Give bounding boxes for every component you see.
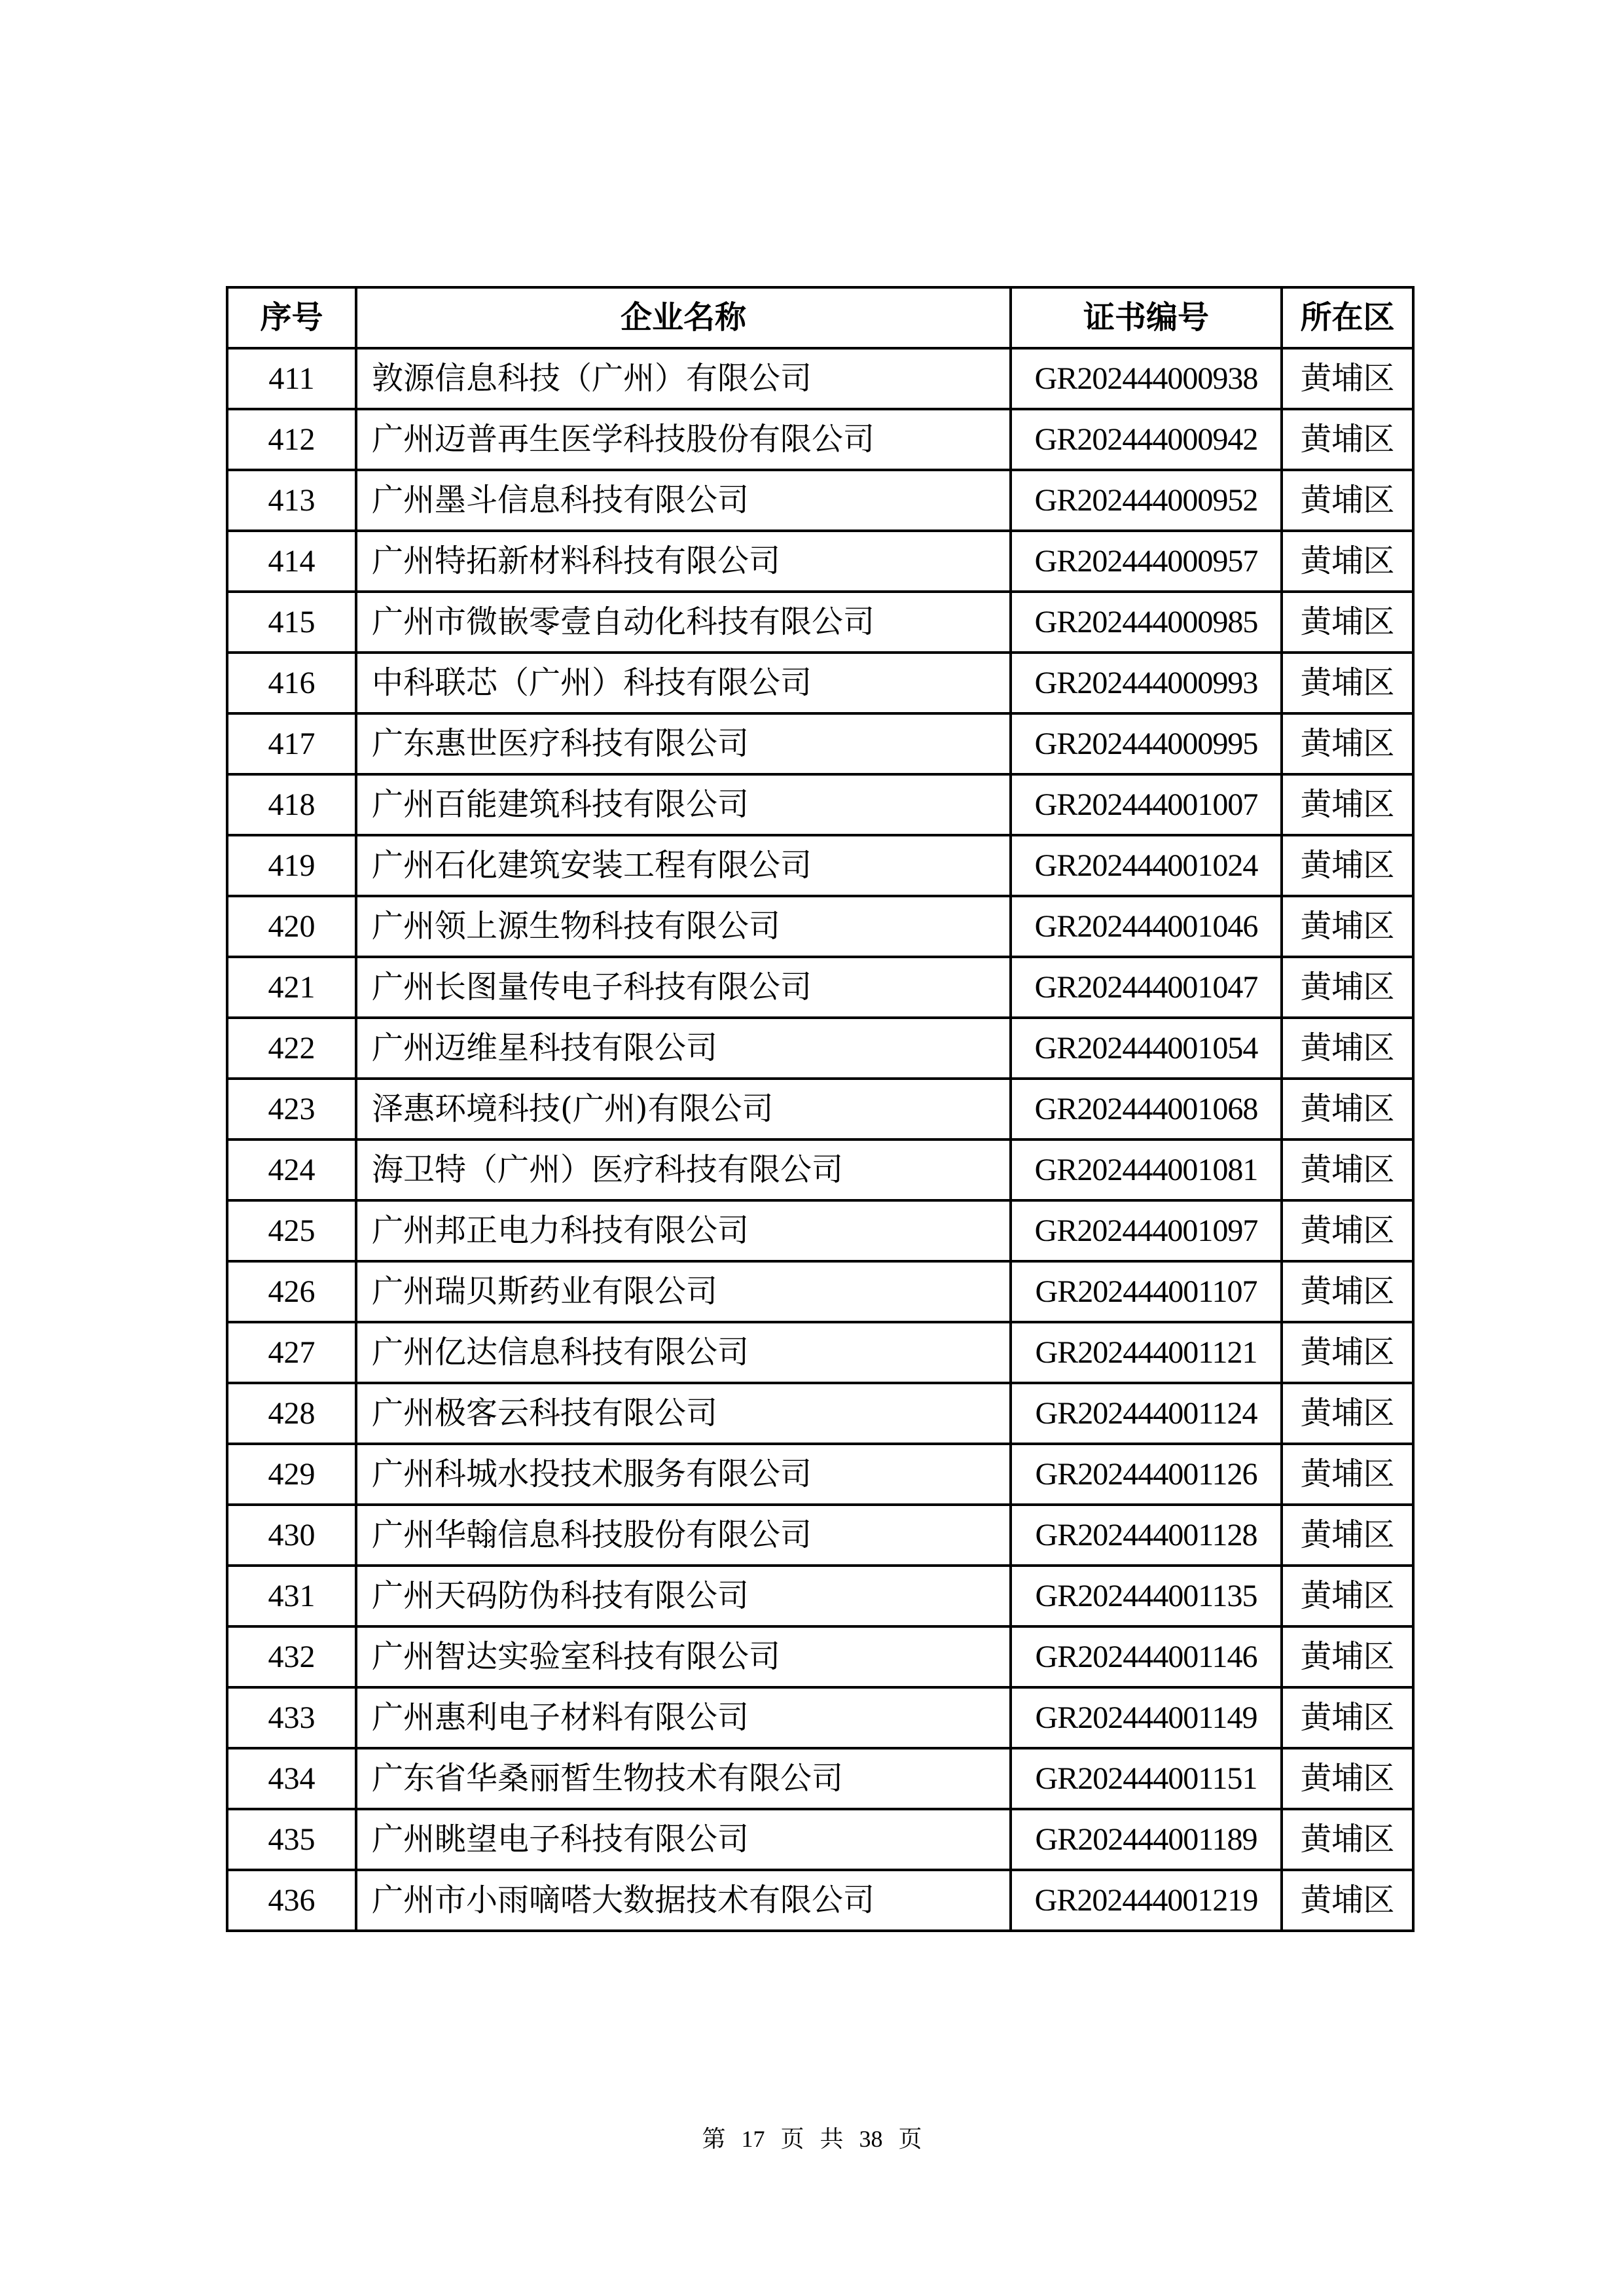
row-certificate-number: GR202444000995 xyxy=(1011,713,1282,774)
row-company-name: 广州惠利电子材料有限公司 xyxy=(356,1687,1011,1748)
row-certificate-number: GR202444001151 xyxy=(1011,1748,1282,1809)
row-district: 黄埔区 xyxy=(1282,713,1413,774)
row-certificate-number: GR202444000942 xyxy=(1011,409,1282,470)
row-company-name: 广州瑞贝斯药业有限公司 xyxy=(356,1261,1011,1322)
row-index: 436 xyxy=(227,1870,356,1931)
table-row xyxy=(227,1444,1413,1505)
row-index: 427 xyxy=(227,1322,356,1383)
table-row xyxy=(227,774,1413,835)
row-company-name: 海卫特（广州）医疗科技有限公司 xyxy=(356,1139,1011,1200)
row-company-name: 广州市微嵌零壹自动化科技有限公司 xyxy=(356,592,1011,653)
table-row xyxy=(227,957,1413,1018)
row-district: 黄埔区 xyxy=(1282,1139,1413,1200)
row-index: 416 xyxy=(227,653,356,713)
row-district: 黄埔区 xyxy=(1282,653,1413,713)
table-row xyxy=(227,1809,1413,1870)
header-index: 序号 xyxy=(227,287,356,348)
row-company-name: 敦源信息科技（广州）有限公司 xyxy=(356,348,1011,409)
row-company-name: 广州石化建筑安装工程有限公司 xyxy=(356,835,1011,896)
row-company-name: 广州百能建筑科技有限公司 xyxy=(356,774,1011,835)
row-index: 421 xyxy=(227,957,356,1018)
table-row xyxy=(227,713,1413,774)
row-index: 428 xyxy=(227,1383,356,1444)
company-certificate-table xyxy=(226,286,1415,1932)
table-row xyxy=(227,1748,1413,1809)
row-company-name: 广州智达实验室科技有限公司 xyxy=(356,1626,1011,1687)
row-certificate-number: GR202444001146 xyxy=(1011,1626,1282,1687)
row-company-name: 广东省华桑丽皙生物技术有限公司 xyxy=(356,1748,1011,1809)
footer-page-word: 页 xyxy=(780,2126,804,2152)
row-certificate-number: GR202444001107 xyxy=(1011,1261,1282,1322)
row-company-name: 广州迈普再生医学科技股份有限公司 xyxy=(356,409,1011,470)
table-row xyxy=(227,1261,1413,1322)
row-district: 黄埔区 xyxy=(1282,957,1413,1018)
row-company-name: 广州领上源生物科技有限公司 xyxy=(356,896,1011,957)
row-certificate-number: GR202444000985 xyxy=(1011,592,1282,653)
row-certificate-number: GR202444001124 xyxy=(1011,1383,1282,1444)
row-district: 黄埔区 xyxy=(1282,1018,1413,1079)
table-header-row xyxy=(227,287,1413,348)
row-certificate-number: GR202444001121 xyxy=(1011,1322,1282,1383)
row-certificate-number: GR202444001007 xyxy=(1011,774,1282,835)
table-row xyxy=(227,1079,1413,1139)
footer-total-pages: 38 xyxy=(859,2126,883,2152)
row-index: 426 xyxy=(227,1261,356,1322)
row-certificate-number: GR202444000957 xyxy=(1011,531,1282,592)
footer-prefix: 第 xyxy=(702,2126,726,2152)
row-certificate-number: GR202444001024 xyxy=(1011,835,1282,896)
row-company-name: 泽惠环境科技(广州)有限公司 xyxy=(356,1079,1011,1139)
row-certificate-number: GR202444000952 xyxy=(1011,470,1282,531)
footer-total-word: 共 xyxy=(820,2126,844,2152)
row-index: 434 xyxy=(227,1748,356,1809)
row-company-name: 中科联芯（广州）科技有限公司 xyxy=(356,653,1011,713)
row-certificate-number: GR202444001128 xyxy=(1011,1505,1282,1566)
row-certificate-number: GR202444001047 xyxy=(1011,957,1282,1018)
table-row xyxy=(227,531,1413,592)
row-district: 黄埔区 xyxy=(1282,409,1413,470)
table-row xyxy=(227,348,1413,409)
row-index: 411 xyxy=(227,348,356,409)
row-company-name: 广州极客云科技有限公司 xyxy=(356,1383,1011,1444)
row-company-name: 广州科城水投技术服务有限公司 xyxy=(356,1444,1011,1505)
row-district: 黄埔区 xyxy=(1282,1566,1413,1626)
row-index: 422 xyxy=(227,1018,356,1079)
row-index: 417 xyxy=(227,713,356,774)
table-row xyxy=(227,1687,1413,1748)
row-district: 黄埔区 xyxy=(1282,1079,1413,1139)
row-index: 432 xyxy=(227,1626,356,1687)
row-company-name: 广州眺望电子科技有限公司 xyxy=(356,1809,1011,1870)
row-index: 435 xyxy=(227,1809,356,1870)
table-row xyxy=(227,653,1413,713)
row-district: 黄埔区 xyxy=(1282,774,1413,835)
table-row xyxy=(227,409,1413,470)
row-district: 黄埔区 xyxy=(1282,470,1413,531)
table-row xyxy=(227,835,1413,896)
table-row xyxy=(227,1383,1413,1444)
table-row xyxy=(227,1200,1413,1261)
row-company-name: 广州特拓新材料科技有限公司 xyxy=(356,531,1011,592)
header-district: 所在区 xyxy=(1282,287,1413,348)
row-district: 黄埔区 xyxy=(1282,1626,1413,1687)
table-row xyxy=(227,470,1413,531)
row-company-name: 广州迈维星科技有限公司 xyxy=(356,1018,1011,1079)
row-company-name: 广州长图量传电子科技有限公司 xyxy=(356,957,1011,1018)
row-index: 424 xyxy=(227,1139,356,1200)
row-index: 423 xyxy=(227,1079,356,1139)
row-district: 黄埔区 xyxy=(1282,592,1413,653)
table-row xyxy=(227,1870,1413,1931)
page-footer xyxy=(0,2121,1624,2154)
row-company-name: 广州华翰信息科技股份有限公司 xyxy=(356,1505,1011,1566)
row-district: 黄埔区 xyxy=(1282,896,1413,957)
row-certificate-number: GR202444001046 xyxy=(1011,896,1282,957)
row-district: 黄埔区 xyxy=(1282,1444,1413,1505)
table-body xyxy=(227,348,1413,1931)
row-district: 黄埔区 xyxy=(1282,348,1413,409)
table-row xyxy=(227,592,1413,653)
row-district: 黄埔区 xyxy=(1282,531,1413,592)
row-company-name: 广州亿达信息科技有限公司 xyxy=(356,1322,1011,1383)
header-certificate-number: 证书编号 xyxy=(1011,287,1282,348)
row-certificate-number: GR202444000993 xyxy=(1011,653,1282,713)
row-certificate-number: GR202444001189 xyxy=(1011,1809,1282,1870)
row-index: 412 xyxy=(227,409,356,470)
row-certificate-number: GR202444001097 xyxy=(1011,1200,1282,1261)
row-district: 黄埔区 xyxy=(1282,1870,1413,1931)
row-district: 黄埔区 xyxy=(1282,1383,1413,1444)
row-index: 419 xyxy=(227,835,356,896)
row-certificate-number: GR202444001081 xyxy=(1011,1139,1282,1200)
footer-suffix: 页 xyxy=(898,2126,922,2152)
row-index: 413 xyxy=(227,470,356,531)
row-certificate-number: GR202444001135 xyxy=(1011,1566,1282,1626)
row-index: 414 xyxy=(227,531,356,592)
row-certificate-number: GR202444001149 xyxy=(1011,1687,1282,1748)
row-district: 黄埔区 xyxy=(1282,1748,1413,1809)
table-row xyxy=(227,1505,1413,1566)
row-index: 431 xyxy=(227,1566,356,1626)
table-row xyxy=(227,1018,1413,1079)
row-district: 黄埔区 xyxy=(1282,1322,1413,1383)
row-company-name: 广州市小雨嘀嗒大数据技术有限公司 xyxy=(356,1870,1011,1931)
row-district: 黄埔区 xyxy=(1282,835,1413,896)
table-row xyxy=(227,1322,1413,1383)
table-row xyxy=(227,1566,1413,1626)
table-row xyxy=(227,896,1413,957)
row-company-name: 广州邦正电力科技有限公司 xyxy=(356,1200,1011,1261)
row-district: 黄埔区 xyxy=(1282,1505,1413,1566)
row-certificate-number: GR202444001068 xyxy=(1011,1079,1282,1139)
row-index: 415 xyxy=(227,592,356,653)
row-index: 420 xyxy=(227,896,356,957)
row-certificate-number: GR202444001054 xyxy=(1011,1018,1282,1079)
row-index: 433 xyxy=(227,1687,356,1748)
header-company-name: 企业名称 xyxy=(356,287,1011,348)
row-district: 黄埔区 xyxy=(1282,1687,1413,1748)
row-certificate-number: GR202444001219 xyxy=(1011,1870,1282,1931)
row-district: 黄埔区 xyxy=(1282,1200,1413,1261)
row-certificate-number: GR202444001126 xyxy=(1011,1444,1282,1505)
row-certificate-number: GR202444000938 xyxy=(1011,348,1282,409)
row-index: 429 xyxy=(227,1444,356,1505)
table-row xyxy=(227,1139,1413,1200)
table-row xyxy=(227,1626,1413,1687)
row-district: 黄埔区 xyxy=(1282,1809,1413,1870)
row-index: 418 xyxy=(227,774,356,835)
footer-current-page: 17 xyxy=(741,2126,765,2152)
row-index: 425 xyxy=(227,1200,356,1261)
row-index: 430 xyxy=(227,1505,356,1566)
row-company-name: 广州天码防伪科技有限公司 xyxy=(356,1566,1011,1626)
row-company-name: 广州墨斗信息科技有限公司 xyxy=(356,470,1011,531)
row-district: 黄埔区 xyxy=(1282,1261,1413,1322)
row-company-name: 广东惠世医疗科技有限公司 xyxy=(356,713,1011,774)
